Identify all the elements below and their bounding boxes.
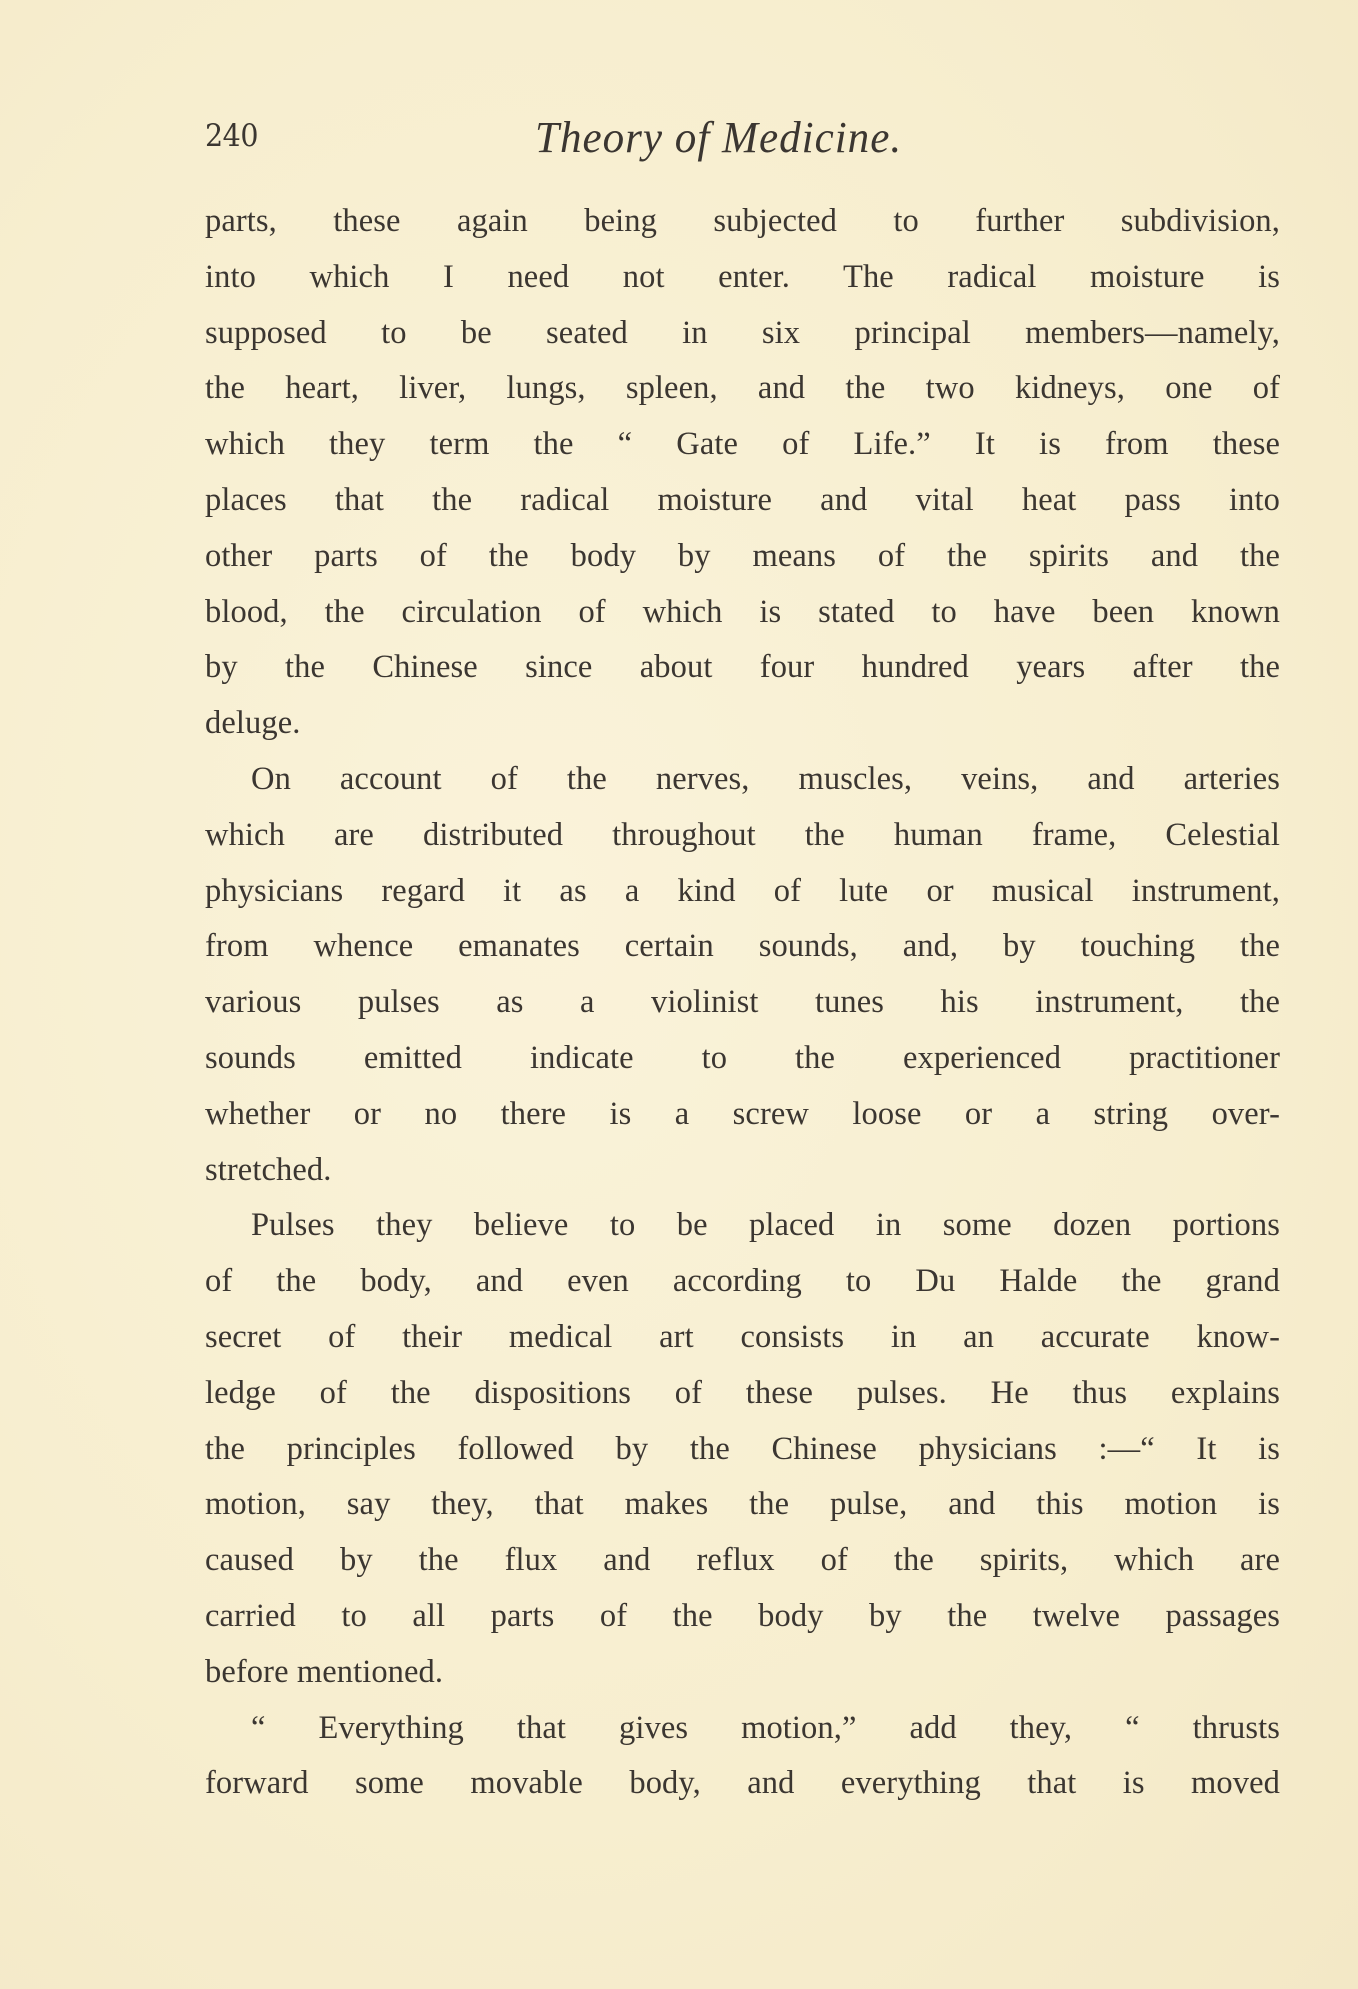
text-line: from whence emanates certain sounds, and, by touching the [205,928,1280,965]
text-line: carried to all parts of the body by the twelve passages [205,1597,1280,1634]
text-line: secret of their medical art consists in an accurate know- [205,1318,1280,1355]
text-line: whether or no there is a screw loose or a string over- [205,1095,1280,1132]
text-line: of the body, and even according to Du Halde the grand [205,1263,1280,1300]
running-head [205,112,1280,174]
body-text [205,194,1280,1812]
paragraph [205,1198,1280,1700]
text-line: ledge of the dispositions of these pulses. He thus explains [205,1374,1280,1411]
text-line: which they term the “ Gate of Life.” It is from these [205,426,1280,463]
text-line: the principles followed by the Chinese physicians :—“ It is [205,1430,1280,1467]
paragraph [205,752,1280,1198]
text-line: parts, these again being subjected to further subdivision, [205,203,1280,239]
book-page [205,112,1280,1812]
text-line: supposed to be seated in six principal members—namely, [205,314,1280,351]
text-line: sounds emitted indicate to the experienced practitioner [205,1039,1280,1076]
running-title: Theory of Medicine. [535,113,903,162]
text-line: blood, the circulation of which is stated to have been known [205,593,1280,630]
paragraph [205,1701,1280,1813]
text-line: into which I need not enter. The radical moisture is [205,258,1280,295]
text-line: deluge. [205,705,301,742]
text-line: other parts of the body by means of the spirits and the [205,537,1280,574]
text-line: On account of the nerves, muscles, veins, and arteries [251,760,1280,797]
text-line: which are distributed throughout the human frame, Celestial [205,816,1280,853]
text-line: before mentioned. [205,1653,444,1690]
text-line: motion, say they, that makes the pulse, and this motion is [205,1486,1280,1523]
text-line: forward some movable body, and everything that is moved [205,1765,1280,1802]
text-line: caused by the flux and reflux of the spirits, which are [205,1542,1280,1579]
text-line: by the Chinese since about four hundred years after the [205,649,1280,686]
text-line: Pulses they believe to be placed in some dozen portions [251,1207,1280,1244]
text-line: stretched. [205,1151,332,1188]
page-number: 240 [205,118,259,154]
text-line: the heart, liver, lungs, spleen, and the two kidneys, one of [205,370,1280,407]
paragraph [205,194,1280,752]
text-line: places that the radical moisture and vital heat pass into [205,481,1280,518]
text-line: physicians regard it as a kind of lute or musical instrument, [205,872,1280,909]
text-line: “ Everything that gives motion,” add they, “ thrusts [251,1709,1280,1746]
text-line: various pulses as a violinist tunes his instrument, the [205,984,1280,1021]
